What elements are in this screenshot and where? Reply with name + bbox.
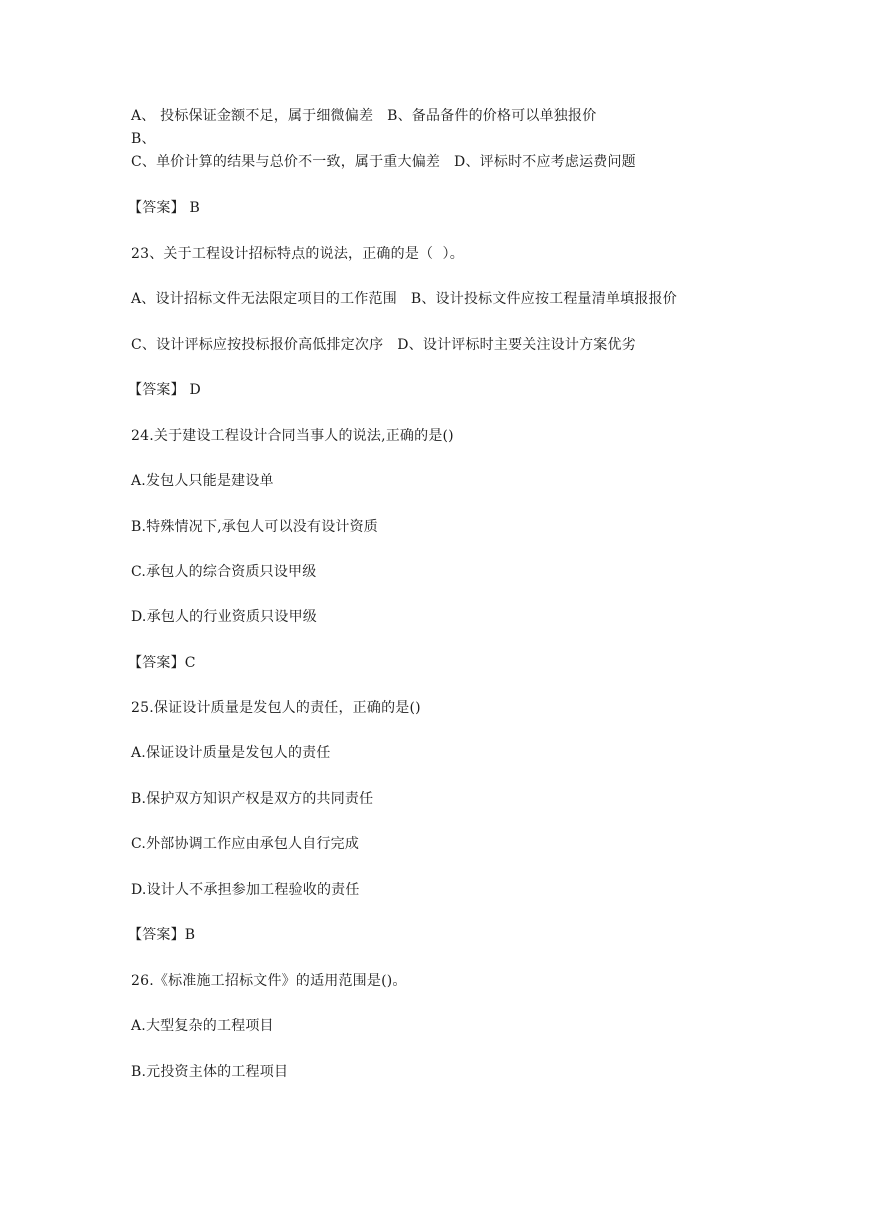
q25-option-b: B.保护双方知识产权是双方的共同责任	[131, 791, 374, 807]
q22-option-b-label: B、	[131, 131, 156, 147]
q23-options-cd: C、设计评标应按投标报价高低排定次序 D、设计评标时主要关注设计方案优劣	[131, 337, 636, 353]
q24-option-b: B.特殊情况下,承包人可以没有设计资质	[131, 519, 378, 535]
q24-option-a: A.发包人只能是建设单	[131, 473, 274, 489]
q25-option-d: D.设计人不承担参加工程验收的责任	[131, 882, 360, 898]
q22-options-ab: A、 投标保证金额不足，属于细微偏差 B、备品备件的价格可以单独报价	[131, 108, 597, 124]
q25-answer: 【答案】B	[128, 927, 196, 943]
q22-answer: 【答案】 B	[128, 200, 200, 216]
q24-option-d: D.承包人的行业资质只设甲级	[131, 609, 317, 625]
q22-options-cd: C、单价计算的结果与总价不一致，属于重大偏差 D、评标时不应考虑运费问题	[131, 154, 636, 170]
q23-question: 23、关于工程设计招标特点的说法，正确的是（ ）。	[131, 246, 464, 262]
q24-question: 24.关于建设工程设计合同当事人的说法,正确的是()	[131, 428, 454, 444]
q26-question: 26.《标准施工招标文件》的适用范围是()。	[131, 973, 407, 989]
q26-option-a: A.大型复杂的工程项目	[131, 1018, 274, 1034]
q25-option-a: A.保证设计质量是发包人的责任	[131, 745, 331, 761]
q26-option-b: B.元投资主体的工程项目	[131, 1064, 289, 1080]
q24-answer: 【答案】C	[128, 655, 196, 671]
q23-options-ab: A、设计招标文件无法限定项目的工作范围 B、设计投标文件应按工程量清单填报报价	[131, 291, 677, 307]
q25-option-c: C.外部协调工作应由承包人自行完成	[131, 836, 360, 852]
q23-answer: 【答案】 D	[128, 382, 201, 398]
q24-option-c: C.承包人的综合资质只设甲级	[131, 564, 317, 580]
q25-question: 25.保证设计质量是发包人的责任，正确的是()	[131, 700, 421, 716]
